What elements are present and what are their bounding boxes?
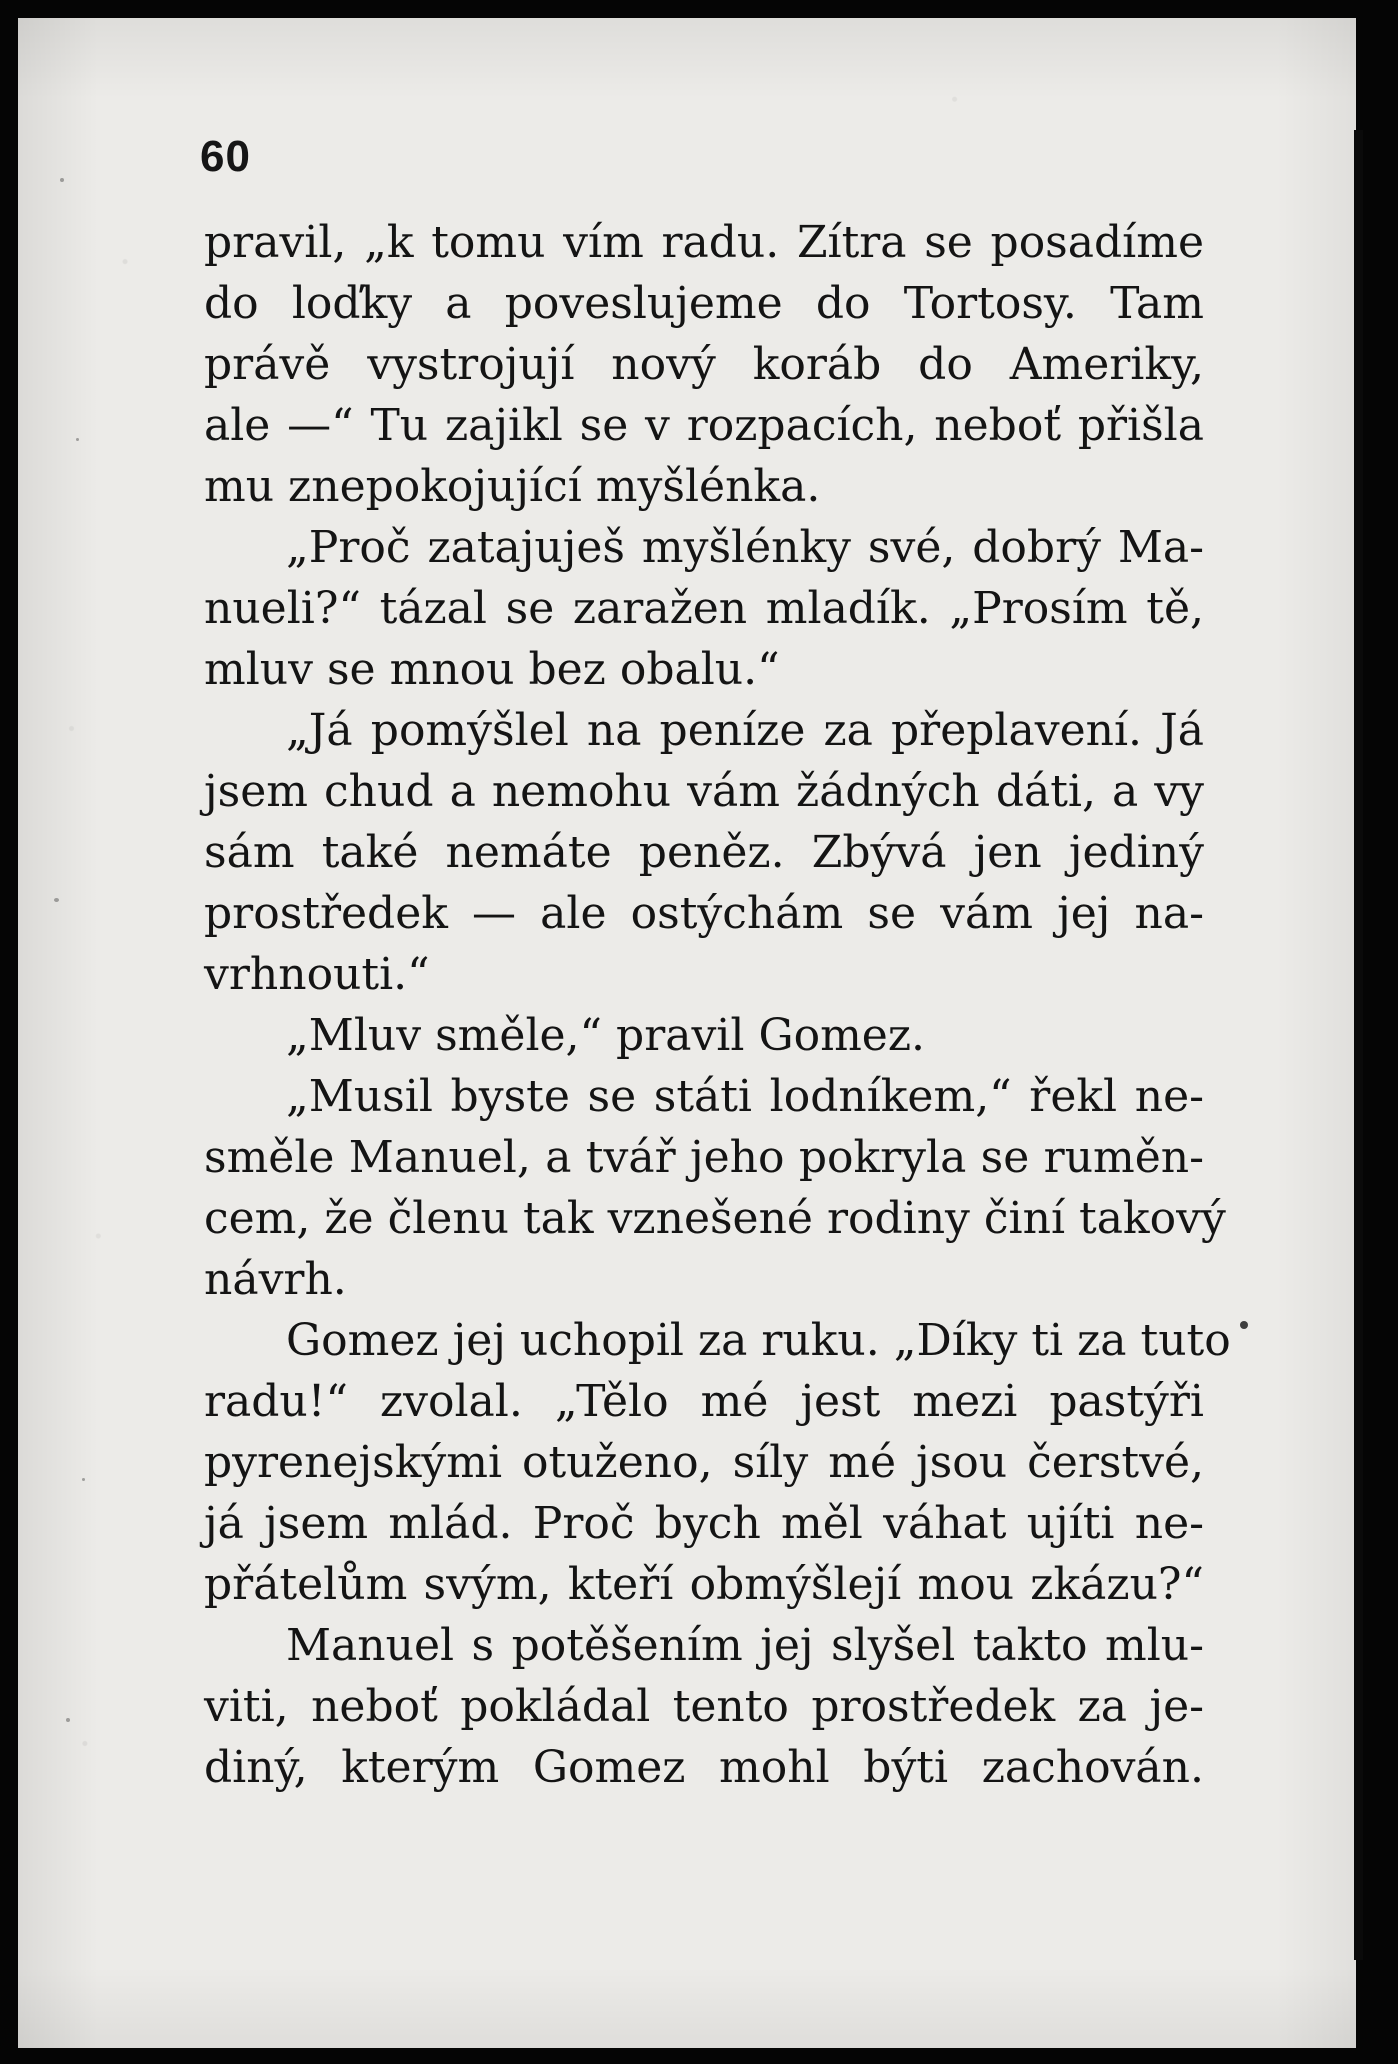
text-line: cem, že členu tak vznešené rodiny činí takový: [204, 1193, 1226, 1244]
text-line: „Proč zatajuješ myšlénky své, dobrý Ma-: [286, 522, 1204, 573]
ink-speck: [76, 438, 79, 441]
text-line: já jsem mlád. Proč bych měl váhat ujíti ne-: [204, 1498, 1204, 1549]
text-line: radu!“ zvolal. „Tělo mé jest mezi pastýři: [204, 1376, 1204, 1427]
page-edge-rule: [1354, 130, 1363, 1960]
text-line: sám také nemáte peněz. Zbývá jen jediný: [204, 827, 1204, 878]
text-line: mluv se mnou bez obalu.“: [204, 644, 780, 695]
text-line: do loďky a poveslujeme do Tortosy. Tam: [204, 278, 1204, 329]
text-line: „Musil byste se státi lodníkem,“ řekl ne-: [286, 1071, 1204, 1122]
text-line: návrh.: [204, 1254, 347, 1305]
ink-speck: [60, 178, 64, 182]
text-line: směle Manuel, a tvář jeho pokryla se ruměn-: [204, 1132, 1204, 1183]
text-line: nueli?“ tázal se zaražen mladík. „Prosím tě,: [204, 583, 1204, 634]
text-line: diný, kterým Gomez mohl býti zachován.: [204, 1742, 1204, 1793]
text-line: přátelům svým, kteří obmýšlejí mou zkázu?“: [204, 1559, 1204, 1610]
text-line: ale —“ Tu zajikl se v rozpacích, neboť přišla: [204, 400, 1204, 451]
text-line: Manuel s potěšením jej slyšel takto mlu-: [286, 1620, 1204, 1671]
text-line: vrhnouti.“: [204, 949, 430, 1000]
text-line: mu znepokojující myšlénka.: [204, 461, 821, 512]
text-line: prostředek — ale ostýchám se vám jej na-: [204, 888, 1204, 939]
text-line: viti, neboť pokládal tento prostředek za je-: [204, 1681, 1204, 1732]
text-line: „Mluv směle,“ pravil Gomez.: [286, 1010, 926, 1061]
ink-speck: [66, 1718, 70, 1722]
text-line: pravil, „k tomu vím radu. Zítra se posadíme: [204, 217, 1204, 268]
text-line: jsem chud a nemohu vám žádných dáti, a vy: [204, 766, 1204, 817]
page-number: 60: [200, 132, 251, 181]
text-line: Gomez jej uchopil za ruku. „Díky ti za tuto: [286, 1315, 1231, 1366]
body-text: [204, 212, 1231, 1798]
text-line: právě vystrojují nový koráb do Ameriky,: [204, 339, 1204, 390]
ink-speck: [1240, 1321, 1248, 1329]
text-line: pyrenejskými otuženo, síly mé jsou čerstvé,: [204, 1437, 1204, 1488]
text-line: „Já pomýšlel na peníze za přeplavení. Já: [286, 705, 1204, 756]
ink-speck: [82, 1478, 85, 1481]
ink-speck: [54, 898, 59, 902]
